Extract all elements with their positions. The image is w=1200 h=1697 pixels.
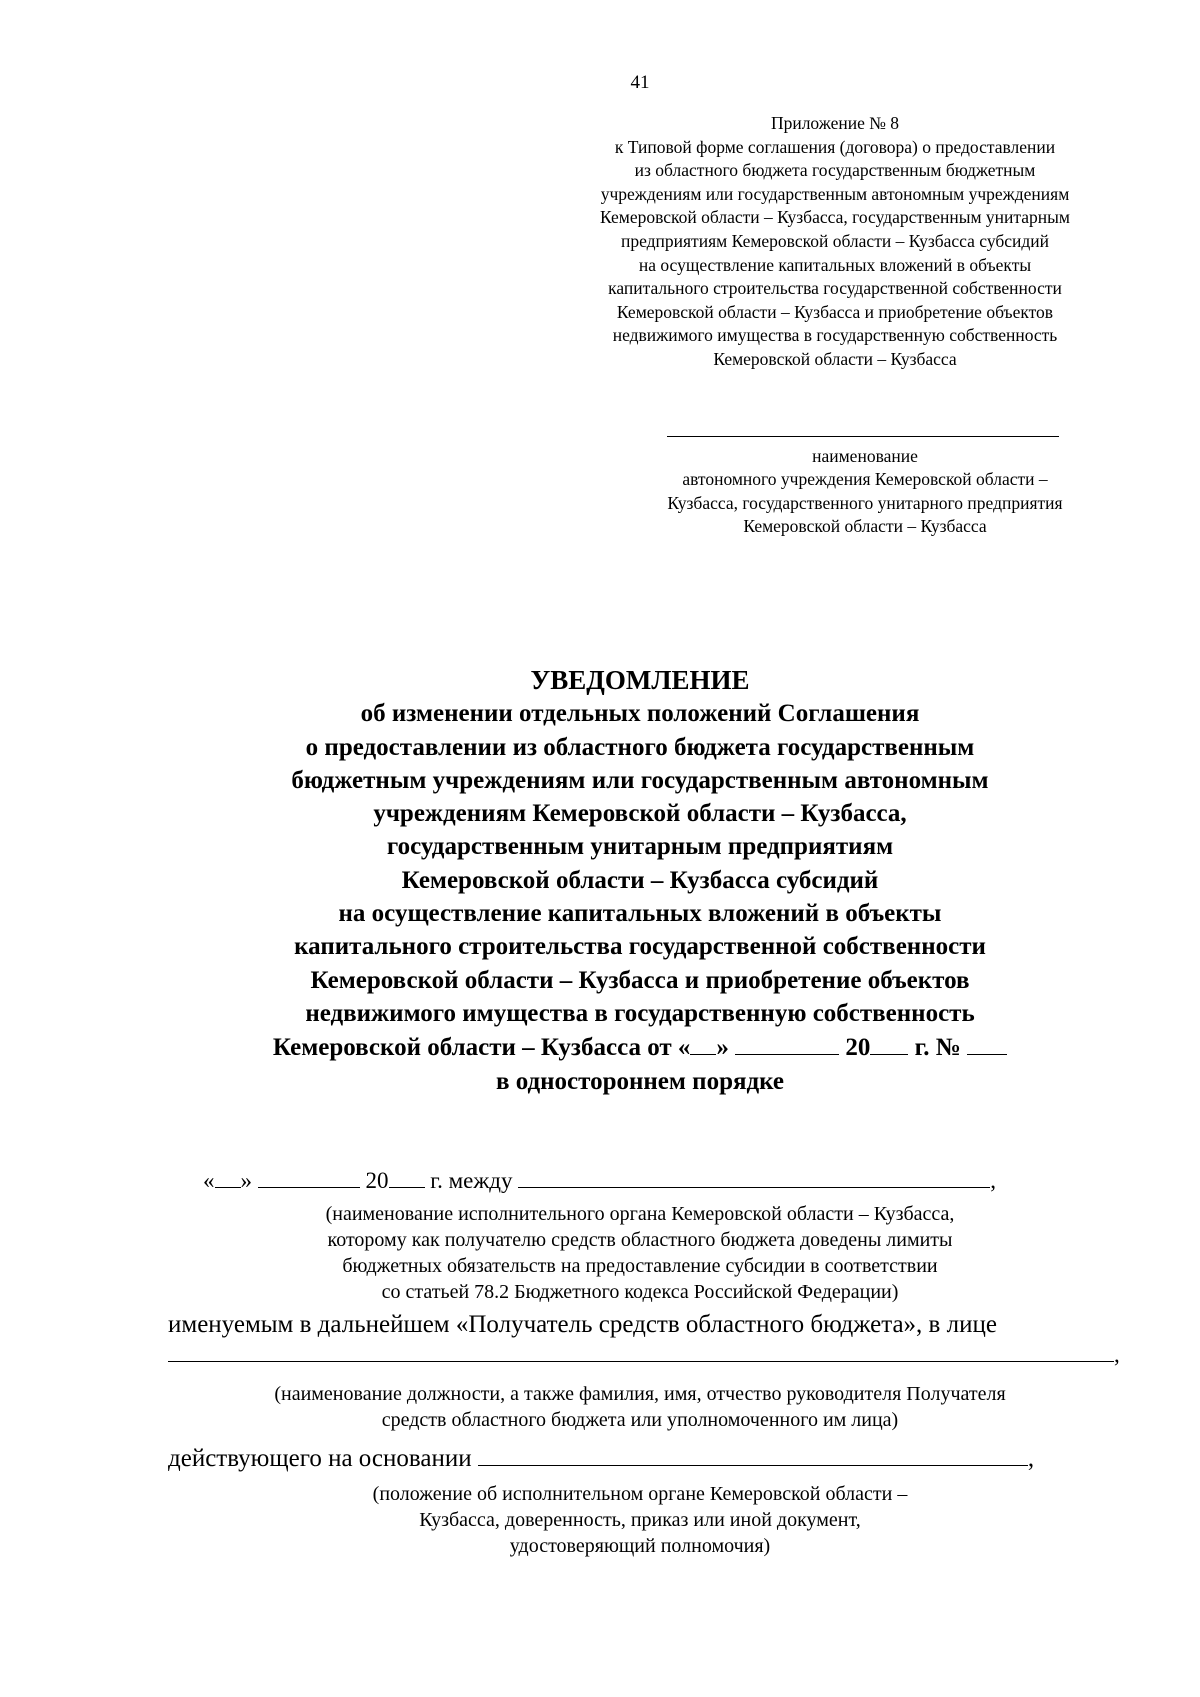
position-caption-line: (наименование должности, а также фамилия, имя, отчество руководителя Получателя <box>274 1383 1006 1405</box>
heading-date-line <box>140 1030 1140 1064</box>
heading-line: недвижимого имущества в государственную собственность <box>305 999 975 1027</box>
official-blank <box>168 1339 1114 1362</box>
heading-line: капитального строительства государственной собственности <box>294 933 986 961</box>
acting-basis-text: действующего на основании <box>168 1445 478 1472</box>
recipient-caption-line: автономного учреждения Кемеровской области – <box>682 469 1048 490</box>
heading-line: бюджетным учреждениям или государственным автономным <box>291 766 989 794</box>
acting-basis-row <box>168 1441 1034 1473</box>
appendix-reference <box>540 112 1130 372</box>
heading-line: Кемеровской области – Кузбасса субсидий <box>401 866 879 894</box>
heading-line: об изменении отдельных положений Соглашения <box>360 700 920 728</box>
appendix-line: Кемеровской области – Кузбасса, государственным унитарным <box>600 207 1070 228</box>
year-prefix: 20 <box>365 1168 389 1193</box>
month-blank <box>258 1165 360 1188</box>
heading-day-blank <box>690 1030 716 1055</box>
basis-comma: , <box>1027 1445 1035 1472</box>
year-blank <box>389 1165 425 1188</box>
heading-year-blank <box>870 1030 908 1055</box>
executive-caption-line: которому как получателю средств областного бюджета доведены лимиты <box>327 1229 953 1251</box>
recipient-caption <box>600 445 1130 539</box>
appendix-line: предприятиям Кемеровской области – Кузбасса субсидий <box>620 230 1050 251</box>
basis-caption-line: (положение об исполнительном органе Кемеровской области – <box>372 1483 908 1505</box>
recipient-block <box>600 436 1130 539</box>
heading-line: Кемеровской области – Кузбасса и приобретение объектов <box>310 966 970 994</box>
page-number: 41 <box>630 72 650 93</box>
official-comma: , <box>1114 1342 1120 1367</box>
recipient-caption-line: Кемеровской области – Кузбасса <box>743 516 987 537</box>
document-title: УВЕДОМЛЕНИЕ <box>530 665 750 695</box>
heading-line: государственным унитарным предприятиям <box>386 833 894 861</box>
agreement-date-row <box>203 1165 996 1194</box>
appendix-line: капитального строительства государственной собственности <box>608 278 1062 299</box>
recipient-name-blank <box>667 436 1059 437</box>
executive-caption <box>170 1201 1110 1305</box>
heading-quote-close: » <box>716 1034 729 1062</box>
position-caption-line: средств областного бюджета или уполномоченного им лица) <box>381 1409 899 1431</box>
heading-line: учреждениям Кемеровской области – Кузбасса, <box>373 800 907 828</box>
basis-document-blank <box>478 1441 1028 1466</box>
document-heading <box>140 664 1140 1098</box>
executive-caption-line: (наименование исполнительного органа Кемеровской области – Кузбасса, <box>325 1203 955 1225</box>
day-quote-open: « <box>203 1168 215 1193</box>
heading-last-line: в одностороннем порядке <box>495 1067 785 1095</box>
heading-year-suffix: г. № <box>908 1034 968 1062</box>
appendix-line: недвижимого имущества в государственную собственность <box>612 325 1058 346</box>
heading-line: на осуществление капитальных вложений в объекты <box>338 900 942 928</box>
appendix-line: Кемеровской области – Кузбасса <box>713 348 957 369</box>
heading-line: о предоставлении из областного бюджета государственным <box>305 733 975 761</box>
day-quote-close: » <box>240 1168 252 1193</box>
appendix-line: Приложение № 8 <box>770 113 900 133</box>
named-as-text: именуемым в дальнейшем «Получатель средств областного бюджета», в лице <box>168 1311 997 1338</box>
appendix-line: на осуществление капитальных вложений в объекты <box>638 254 1032 275</box>
appendix-line: к Типовой форме соглашения (договора) о предоставлении <box>614 136 1056 157</box>
heading-month-blank <box>735 1030 839 1055</box>
day-blank <box>215 1165 241 1188</box>
official-row <box>168 1339 1124 1368</box>
row-comma: , <box>990 1168 996 1193</box>
appendix-line: из областного бюджета государственным бюджетным <box>634 160 1036 181</box>
executive-caption-line: со статьей 78.2 Бюджетного кодекса Российской Федерации) <box>381 1281 899 1303</box>
basis-caption-line: удостоверяющий полномочия) <box>509 1535 771 1557</box>
basis-caption <box>170 1481 1110 1559</box>
recipient-caption-line: наименование <box>812 446 918 466</box>
appendix-line: учреждениям или государственным автономным учреждениям <box>600 183 1070 204</box>
appendix-line: Кемеровской области – Кузбасса и приобретение объектов <box>616 301 1054 322</box>
executive-body-blank <box>518 1165 990 1188</box>
basis-caption-line: Кузбасса, доверенность, приказ или иной документ, <box>419 1509 861 1531</box>
between-text: г. между <box>424 1168 519 1193</box>
heading-year-prefix: 20 <box>845 1034 871 1062</box>
position-caption <box>170 1381 1110 1433</box>
heading-number-blank <box>967 1030 1007 1055</box>
heading-date-prefix: Кемеровской области – Кузбасса от « <box>272 1034 691 1062</box>
recipient-caption-line: Кузбасса, государственного унитарного предприятия <box>667 492 1063 513</box>
executive-caption-line: бюджетных обязательств на предоставление субсидии в соответствии <box>342 1255 938 1277</box>
